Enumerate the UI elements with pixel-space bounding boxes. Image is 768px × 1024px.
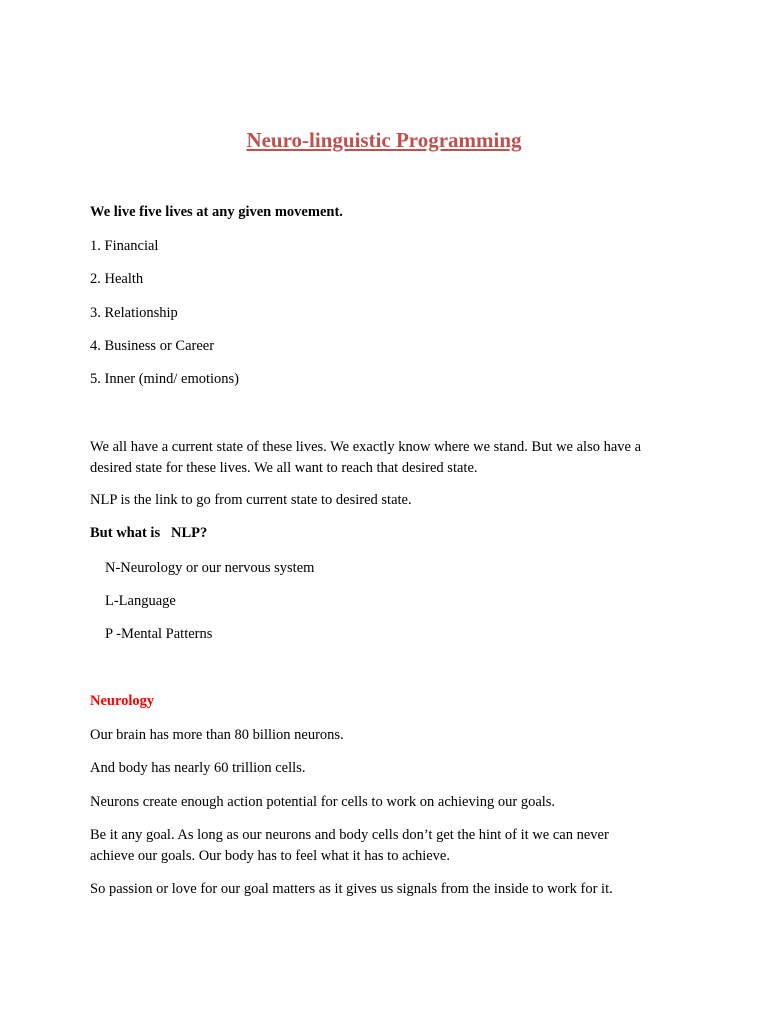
document-title: Neuro-linguistic Programming	[246, 128, 522, 152]
list-item: 2. Health	[90, 271, 144, 287]
paragraph-state-line-2: desired state for these lives. We all want to reach that desired state.	[90, 460, 478, 476]
passion-line: So passion or love for our goal matters as it gives us signals from the inside to work for it.	[90, 881, 613, 897]
nlp-link-text: NLP is the link to go from current state to desired state.	[90, 492, 412, 508]
list-item: 5. Inner (mind/ emotions)	[90, 371, 240, 387]
neurology-line: And body has nearly 60 trillion cells.	[90, 760, 306, 776]
goal-line-2: achieve our goals. Our body has to feel what it has to achieve.	[90, 848, 450, 864]
neurology-heading: Neurology	[90, 693, 155, 709]
nlp-letter-item: L-Language	[105, 593, 176, 609]
paragraph-state-line-1: We all have a current state of these lives. We exactly know where we stand. But we also have a	[90, 439, 642, 455]
list-item: 3. Relationship	[90, 305, 178, 321]
list-item: 4. Business or Career	[90, 338, 215, 354]
list-item: 1. Financial	[90, 238, 159, 254]
neurology-line: Our brain has more than 80 billion neurons.	[90, 727, 344, 743]
nlp-letter-item: P -Mental Patterns	[105, 626, 213, 642]
what-is-nlp-heading: But what is NLP?	[90, 525, 208, 541]
nlp-letter-item: N-Neurology or our nervous system	[105, 560, 315, 576]
neurology-line: Neurons create enough action potential for cells to work on achieving our goals.	[90, 794, 556, 810]
intro-heading: We live five lives at any given movement.	[90, 204, 343, 220]
goal-line-1: Be it any goal. As long as our neurons and body cells don’t get the hint of it we can never	[90, 827, 609, 843]
